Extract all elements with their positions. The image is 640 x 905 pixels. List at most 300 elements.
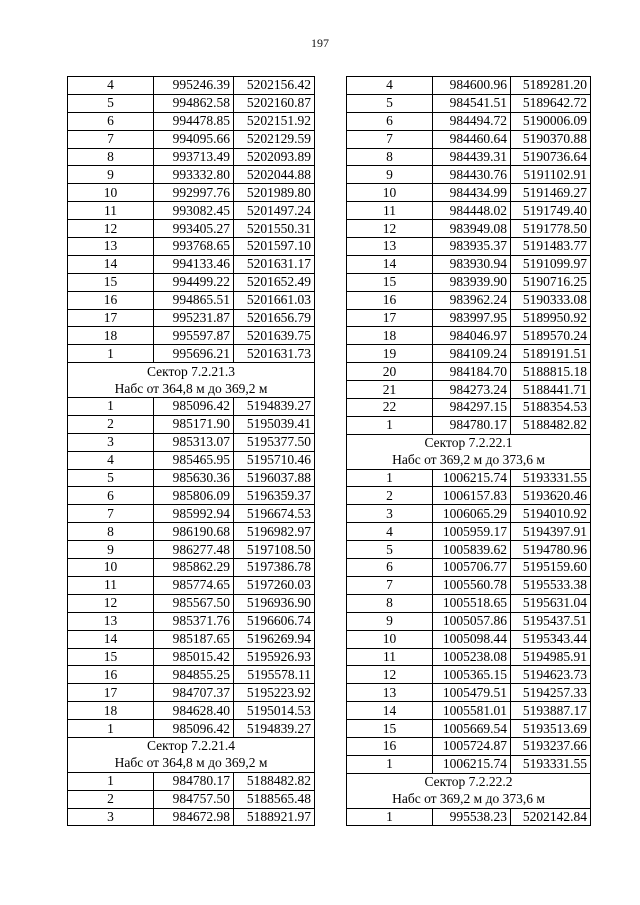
point-number: 14 xyxy=(347,702,433,720)
x-coordinate: 986277.48 xyxy=(154,541,234,559)
y-coordinate: 5195578.11 xyxy=(234,666,315,684)
height-range: Набс от 364,8 м до 369,2 м xyxy=(68,380,315,397)
x-coordinate: 984780.17 xyxy=(154,772,234,790)
point-number: 18 xyxy=(347,327,433,345)
sector-header-row xyxy=(68,737,315,754)
sector-title: Сектор 7.2.21.4 xyxy=(68,737,315,754)
y-coordinate: 5194839.27 xyxy=(234,398,315,416)
point-number: 19 xyxy=(347,345,433,363)
x-coordinate: 984757.50 xyxy=(154,790,234,808)
y-coordinate: 5188441.71 xyxy=(511,381,591,399)
point-number: 12 xyxy=(68,220,154,238)
point-number: 9 xyxy=(68,166,154,184)
table-row xyxy=(68,148,315,166)
y-coordinate: 5195159.60 xyxy=(511,559,591,577)
x-coordinate: 993332.80 xyxy=(154,166,234,184)
table-row xyxy=(68,184,315,202)
height-range: Набс от 369,2 м до 373,6 м xyxy=(347,791,591,808)
table-row xyxy=(68,790,315,808)
x-coordinate: 985862.29 xyxy=(154,559,234,577)
x-coordinate: 994865.51 xyxy=(154,291,234,309)
y-coordinate: 5190736.64 xyxy=(511,148,591,166)
table-row xyxy=(68,505,315,523)
point-number: 9 xyxy=(347,166,433,184)
y-coordinate: 5188565.48 xyxy=(234,790,315,808)
point-number: 10 xyxy=(347,630,433,648)
x-coordinate: 983949.08 xyxy=(433,220,511,238)
x-coordinate: 984494.72 xyxy=(433,112,511,130)
table-row xyxy=(68,345,315,363)
y-coordinate: 5193620.46 xyxy=(511,487,591,505)
point-number: 17 xyxy=(68,309,154,327)
y-coordinate: 5196674.53 xyxy=(234,505,315,523)
x-coordinate: 985630.36 xyxy=(154,469,234,487)
y-coordinate: 5196359.37 xyxy=(234,487,315,505)
table-row xyxy=(347,630,591,648)
x-coordinate: 984430.76 xyxy=(433,166,511,184)
y-coordinate: 5196606.74 xyxy=(234,612,315,630)
point-number: 1 xyxy=(68,772,154,790)
point-number: 6 xyxy=(347,112,433,130)
table-row xyxy=(347,808,591,826)
x-coordinate: 994499.22 xyxy=(154,273,234,291)
x-coordinate: 984460.64 xyxy=(433,130,511,148)
y-coordinate: 5195343.44 xyxy=(511,630,591,648)
y-coordinate: 5202160.87 xyxy=(234,94,315,112)
table-row xyxy=(68,415,315,433)
height-range-row xyxy=(68,755,315,772)
y-coordinate: 5195223.92 xyxy=(234,684,315,702)
x-coordinate: 1006157.83 xyxy=(433,487,511,505)
x-coordinate: 994095.66 xyxy=(154,130,234,148)
point-number: 7 xyxy=(347,576,433,594)
table-row xyxy=(68,94,315,112)
point-number: 3 xyxy=(68,808,154,826)
x-coordinate: 1005365.15 xyxy=(433,666,511,684)
sector-title: Сектор 7.2.22.2 xyxy=(347,773,591,790)
x-coordinate: 984541.51 xyxy=(433,94,511,112)
point-number: 8 xyxy=(68,523,154,541)
table-row xyxy=(68,433,315,451)
x-coordinate: 983930.94 xyxy=(433,255,511,273)
table-row xyxy=(347,94,591,112)
point-number: 14 xyxy=(68,630,154,648)
page-number: 197 xyxy=(311,36,329,50)
y-coordinate: 5189950.92 xyxy=(511,309,591,327)
x-coordinate: 985806.09 xyxy=(154,487,234,505)
x-coordinate: 984707.37 xyxy=(154,684,234,702)
y-coordinate: 5202044.88 xyxy=(234,166,315,184)
x-coordinate: 984184.70 xyxy=(433,363,511,381)
point-number: 1 xyxy=(347,416,433,434)
y-coordinate: 5202151.92 xyxy=(234,112,315,130)
table-row xyxy=(68,327,315,345)
y-coordinate: 5189642.72 xyxy=(511,94,591,112)
point-number: 13 xyxy=(68,238,154,256)
table-row xyxy=(347,130,591,148)
x-coordinate: 994133.46 xyxy=(154,255,234,273)
point-number: 1 xyxy=(68,720,154,738)
point-number: 5 xyxy=(347,541,433,559)
point-number: 11 xyxy=(347,202,433,220)
x-coordinate: 1005724.87 xyxy=(433,737,511,755)
table-row xyxy=(68,112,315,130)
y-coordinate: 5190716.25 xyxy=(511,273,591,291)
x-coordinate: 985096.42 xyxy=(154,720,234,738)
y-coordinate: 5189570.24 xyxy=(511,327,591,345)
y-coordinate: 5195437.51 xyxy=(511,612,591,630)
y-coordinate: 5190333.08 xyxy=(511,291,591,309)
y-coordinate: 5197386.78 xyxy=(234,559,315,577)
x-coordinate: 985015.42 xyxy=(154,648,234,666)
y-coordinate: 5201631.17 xyxy=(234,255,315,273)
table-row xyxy=(68,451,315,469)
point-number: 22 xyxy=(347,399,433,417)
y-coordinate: 5188815.18 xyxy=(511,363,591,381)
y-coordinate: 5196037.88 xyxy=(234,469,315,487)
table-row xyxy=(347,327,591,345)
table-row xyxy=(347,381,591,399)
x-coordinate: 984439.31 xyxy=(433,148,511,166)
table-row xyxy=(347,505,591,523)
table-row xyxy=(68,273,315,291)
point-number: 3 xyxy=(347,505,433,523)
table-row xyxy=(347,166,591,184)
table-row xyxy=(347,737,591,755)
y-coordinate: 5201497.24 xyxy=(234,202,315,220)
y-coordinate: 5191749.40 xyxy=(511,202,591,220)
table-row xyxy=(68,202,315,220)
y-coordinate: 5194780.96 xyxy=(511,541,591,559)
table-row xyxy=(68,772,315,790)
y-coordinate: 5197108.50 xyxy=(234,541,315,559)
y-coordinate: 5201597.10 xyxy=(234,238,315,256)
y-coordinate: 5201656.79 xyxy=(234,309,315,327)
table-row xyxy=(347,541,591,559)
x-coordinate: 984855.25 xyxy=(154,666,234,684)
point-number: 14 xyxy=(347,255,433,273)
x-coordinate: 1005669.54 xyxy=(433,720,511,738)
x-coordinate: 985187.65 xyxy=(154,630,234,648)
y-coordinate: 5194397.91 xyxy=(511,523,591,541)
table-row xyxy=(68,612,315,630)
table-row xyxy=(347,684,591,702)
height-range: Набс от 369,2 м до 373,6 м xyxy=(347,452,591,469)
table-row xyxy=(347,184,591,202)
sector-header-row xyxy=(347,434,591,451)
y-coordinate: 5195039.41 xyxy=(234,415,315,433)
y-coordinate: 5201652.49 xyxy=(234,273,315,291)
y-coordinate: 5194985.91 xyxy=(511,648,591,666)
height-range: Набс от 364,8 м до 369,2 м xyxy=(68,755,315,772)
coordinates-table-right xyxy=(346,76,590,826)
height-range-row xyxy=(347,452,591,469)
table-row xyxy=(68,398,315,416)
table-row xyxy=(347,755,591,773)
x-coordinate: 1006065.29 xyxy=(433,505,511,523)
table-row xyxy=(347,255,591,273)
x-coordinate: 994478.85 xyxy=(154,112,234,130)
x-coordinate: 995231.87 xyxy=(154,309,234,327)
x-coordinate: 983997.95 xyxy=(433,309,511,327)
table-row xyxy=(68,130,315,148)
point-number: 6 xyxy=(347,559,433,577)
table-row xyxy=(347,273,591,291)
height-range-row xyxy=(68,380,315,397)
y-coordinate: 5202093.89 xyxy=(234,148,315,166)
y-coordinate: 5194010.92 xyxy=(511,505,591,523)
table-row xyxy=(68,702,315,720)
x-coordinate: 983962.24 xyxy=(433,291,511,309)
table-row xyxy=(347,666,591,684)
y-coordinate: 5188482.82 xyxy=(234,772,315,790)
x-coordinate: 995597.87 xyxy=(154,327,234,345)
y-coordinate: 5195926.93 xyxy=(234,648,315,666)
point-number: 21 xyxy=(347,381,433,399)
y-coordinate: 5195377.50 xyxy=(234,433,315,451)
table-row xyxy=(68,166,315,184)
y-coordinate: 5189281.20 xyxy=(511,77,591,95)
table-row xyxy=(347,220,591,238)
point-number: 16 xyxy=(68,291,154,309)
point-number: 9 xyxy=(347,612,433,630)
point-number: 2 xyxy=(68,415,154,433)
point-number: 7 xyxy=(68,130,154,148)
x-coordinate: 1005057.86 xyxy=(433,612,511,630)
x-coordinate: 984109.24 xyxy=(433,345,511,363)
y-coordinate: 5201550.31 xyxy=(234,220,315,238)
table-row xyxy=(347,416,591,434)
table-row xyxy=(347,487,591,505)
point-number: 12 xyxy=(68,594,154,612)
sector-title: Сектор 7.2.22.1 xyxy=(347,434,591,451)
table-row xyxy=(68,487,315,505)
point-number: 12 xyxy=(347,666,433,684)
table-row xyxy=(68,720,315,738)
point-number: 4 xyxy=(347,77,433,95)
table-row xyxy=(68,291,315,309)
table-row xyxy=(347,363,591,381)
table-row xyxy=(68,630,315,648)
point-number: 15 xyxy=(68,273,154,291)
x-coordinate: 1005098.44 xyxy=(433,630,511,648)
y-coordinate: 5188354.53 xyxy=(511,399,591,417)
point-number: 6 xyxy=(68,112,154,130)
x-coordinate: 1005839.62 xyxy=(433,541,511,559)
point-number: 7 xyxy=(68,505,154,523)
y-coordinate: 5193237.66 xyxy=(511,737,591,755)
point-number: 13 xyxy=(347,684,433,702)
x-coordinate: 994862.58 xyxy=(154,94,234,112)
point-number: 2 xyxy=(68,790,154,808)
x-coordinate: 984600.96 xyxy=(433,77,511,95)
table-row xyxy=(347,112,591,130)
x-coordinate: 984780.17 xyxy=(433,416,511,434)
x-coordinate: 984672.98 xyxy=(154,808,234,826)
point-number: 16 xyxy=(347,291,433,309)
x-coordinate: 984434.99 xyxy=(433,184,511,202)
point-number: 11 xyxy=(347,648,433,666)
point-number: 15 xyxy=(68,648,154,666)
y-coordinate: 5191102.91 xyxy=(511,166,591,184)
x-coordinate: 985774.65 xyxy=(154,576,234,594)
x-coordinate: 985371.76 xyxy=(154,612,234,630)
x-coordinate: 1005479.51 xyxy=(433,684,511,702)
x-coordinate: 985567.50 xyxy=(154,594,234,612)
x-coordinate: 1005706.77 xyxy=(433,559,511,577)
x-coordinate: 984046.97 xyxy=(433,327,511,345)
point-number: 2 xyxy=(347,487,433,505)
y-coordinate: 5191778.50 xyxy=(511,220,591,238)
point-number: 4 xyxy=(68,77,154,95)
point-number: 11 xyxy=(68,576,154,594)
y-coordinate: 5190006.09 xyxy=(511,112,591,130)
sector-title: Сектор 7.2.21.3 xyxy=(68,363,315,380)
table-row xyxy=(68,576,315,594)
table-row xyxy=(347,702,591,720)
table-row xyxy=(347,612,591,630)
point-number: 1 xyxy=(68,398,154,416)
point-number: 17 xyxy=(347,309,433,327)
table-row xyxy=(347,559,591,577)
table-row xyxy=(347,523,591,541)
x-coordinate: 984448.02 xyxy=(433,202,511,220)
x-coordinate: 1006215.74 xyxy=(433,755,511,773)
table-row xyxy=(68,541,315,559)
y-coordinate: 5201631.73 xyxy=(234,345,315,363)
y-coordinate: 5193331.55 xyxy=(511,469,591,487)
point-number: 17 xyxy=(68,684,154,702)
table-row xyxy=(68,309,315,327)
y-coordinate: 5196982.97 xyxy=(234,523,315,541)
table-row xyxy=(347,291,591,309)
y-coordinate: 5194623.73 xyxy=(511,666,591,684)
y-coordinate: 5201989.80 xyxy=(234,184,315,202)
point-number: 14 xyxy=(68,255,154,273)
sector-header-row xyxy=(347,773,591,790)
x-coordinate: 992997.76 xyxy=(154,184,234,202)
table-row xyxy=(347,594,591,612)
y-coordinate: 5195710.46 xyxy=(234,451,315,469)
table-row xyxy=(347,202,591,220)
point-number: 1 xyxy=(68,345,154,363)
point-number: 6 xyxy=(68,487,154,505)
point-number: 5 xyxy=(68,94,154,112)
point-number: 8 xyxy=(68,148,154,166)
table-row xyxy=(347,399,591,417)
y-coordinate: 5193331.55 xyxy=(511,755,591,773)
table-row xyxy=(347,77,591,95)
x-coordinate: 983939.90 xyxy=(433,273,511,291)
y-coordinate: 5190370.88 xyxy=(511,130,591,148)
point-number: 5 xyxy=(347,94,433,112)
coordinates-table-left xyxy=(67,76,314,826)
y-coordinate: 5193887.17 xyxy=(511,702,591,720)
x-coordinate: 993768.65 xyxy=(154,238,234,256)
table-row xyxy=(347,648,591,666)
point-number: 4 xyxy=(68,451,154,469)
table-row xyxy=(68,469,315,487)
x-coordinate: 993405.27 xyxy=(154,220,234,238)
point-number: 15 xyxy=(347,273,433,291)
y-coordinate: 5191469.27 xyxy=(511,184,591,202)
table-row xyxy=(68,594,315,612)
x-coordinate: 1005959.17 xyxy=(433,523,511,541)
table-row xyxy=(68,559,315,577)
sector-header-row xyxy=(68,363,315,380)
point-number: 10 xyxy=(68,184,154,202)
table-row xyxy=(68,666,315,684)
y-coordinate: 5188921.97 xyxy=(234,808,315,826)
x-coordinate: 984273.24 xyxy=(433,381,511,399)
y-coordinate: 5195631.04 xyxy=(511,594,591,612)
point-number: 10 xyxy=(68,559,154,577)
x-coordinate: 1006215.74 xyxy=(433,469,511,487)
table-row xyxy=(68,648,315,666)
table-row xyxy=(68,684,315,702)
table-row xyxy=(347,309,591,327)
point-number: 18 xyxy=(68,327,154,345)
x-coordinate: 986190.68 xyxy=(154,523,234,541)
x-coordinate: 995246.39 xyxy=(154,77,234,95)
height-range-row xyxy=(347,791,591,808)
point-number: 13 xyxy=(68,612,154,630)
point-number: 10 xyxy=(347,184,433,202)
y-coordinate: 5201661.03 xyxy=(234,291,315,309)
table-row xyxy=(68,808,315,826)
x-coordinate: 993713.49 xyxy=(154,148,234,166)
y-coordinate: 5189191.51 xyxy=(511,345,591,363)
x-coordinate: 985465.95 xyxy=(154,451,234,469)
point-number: 9 xyxy=(68,541,154,559)
table-row xyxy=(347,148,591,166)
table-row xyxy=(347,345,591,363)
x-coordinate: 1005518.65 xyxy=(433,594,511,612)
y-coordinate: 5196936.90 xyxy=(234,594,315,612)
point-number: 18 xyxy=(68,702,154,720)
x-coordinate: 985992.94 xyxy=(154,505,234,523)
x-coordinate: 983935.37 xyxy=(433,238,511,256)
table-row xyxy=(347,238,591,256)
x-coordinate: 1005581.01 xyxy=(433,702,511,720)
point-number: 5 xyxy=(68,469,154,487)
y-coordinate: 5191099.97 xyxy=(511,255,591,273)
table-row xyxy=(347,469,591,487)
table-row xyxy=(68,523,315,541)
y-coordinate: 5196269.94 xyxy=(234,630,315,648)
point-number: 16 xyxy=(68,666,154,684)
x-coordinate: 1005560.78 xyxy=(433,576,511,594)
x-coordinate: 993082.45 xyxy=(154,202,234,220)
x-coordinate: 984628.40 xyxy=(154,702,234,720)
y-coordinate: 5188482.82 xyxy=(511,416,591,434)
point-number: 16 xyxy=(347,737,433,755)
table-row xyxy=(68,77,315,95)
x-coordinate: 995696.21 xyxy=(154,345,234,363)
y-coordinate: 5191483.77 xyxy=(511,238,591,256)
table-row xyxy=(347,576,591,594)
point-number: 1 xyxy=(347,469,433,487)
x-coordinate: 985171.90 xyxy=(154,415,234,433)
y-coordinate: 5193513.69 xyxy=(511,720,591,738)
point-number: 13 xyxy=(347,238,433,256)
y-coordinate: 5197260.03 xyxy=(234,576,315,594)
x-coordinate: 995538.23 xyxy=(433,808,511,826)
point-number: 12 xyxy=(347,220,433,238)
y-coordinate: 5201639.75 xyxy=(234,327,315,345)
x-coordinate: 1005238.08 xyxy=(433,648,511,666)
y-coordinate: 5202142.84 xyxy=(511,808,591,826)
